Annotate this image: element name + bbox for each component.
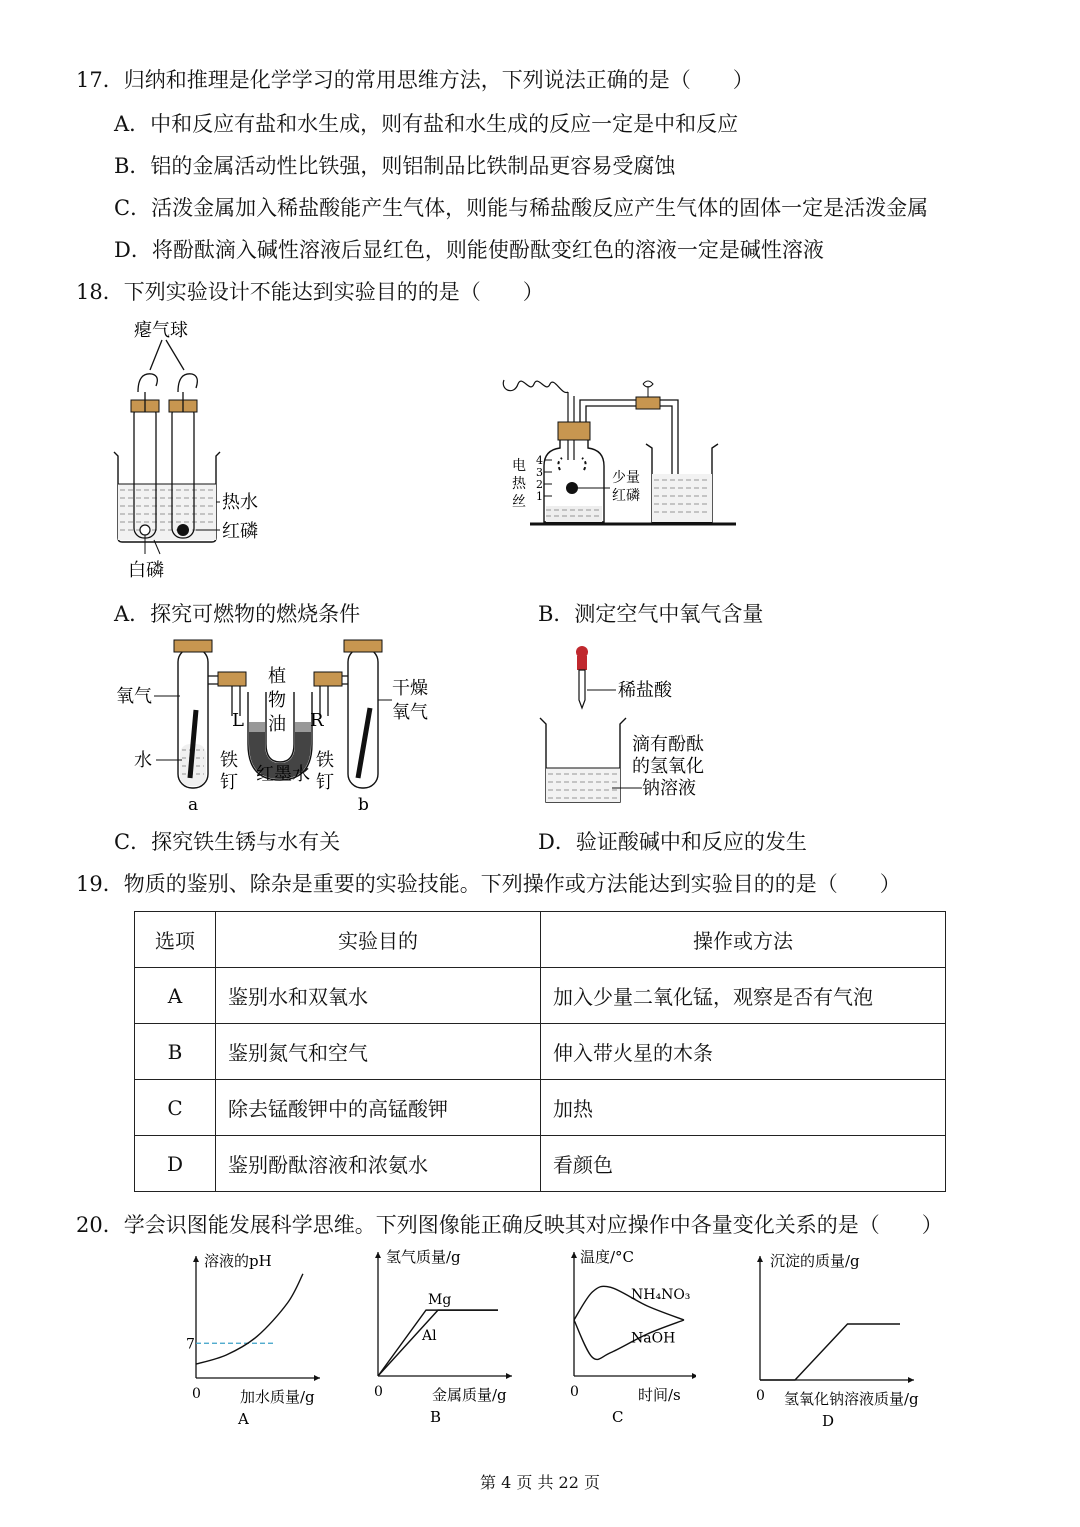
- q17-stem: 17．归纳和推理是化学学习的常用思维方法，下列说法正确的是（ ）: [76, 68, 754, 92]
- chart-a: [176, 1248, 336, 1434]
- q18-caption-a: A．探究可燃物的燃烧条件: [114, 602, 361, 626]
- q18-stem: 18．下列实验设计不能达到实验目的的是（ ）: [76, 280, 544, 304]
- header-purpose: 实验目的: [216, 912, 541, 968]
- y-axis-arrow: [193, 1256, 199, 1262]
- origin-label: 0: [374, 1384, 383, 1400]
- dry-oxygen-label-1: 干燥: [392, 678, 428, 699]
- table-row: [135, 1136, 946, 1192]
- x-axis-label: 时间/s: [638, 1386, 681, 1404]
- q18-figure-a: [100, 312, 300, 592]
- tube-b-label: b: [358, 795, 369, 815]
- iron-right-label-2: 钉: [316, 772, 334, 793]
- row-d-option: D: [135, 1136, 216, 1192]
- header-method: 操作或方法: [541, 912, 946, 968]
- row-c-option: C: [135, 1080, 216, 1136]
- x-axis-arrow: [692, 1373, 696, 1379]
- acid-label: 稀盐酸: [618, 680, 672, 701]
- q20-stem: 20．学会识图能发展科学思维。下列图像能正确反映其对应操作中各量变化关系的是（ ）: [76, 1213, 943, 1237]
- q17-option-d: D．将酚酞滴入碱性溶液后显红色，则能使酚酞变红色的溶液一定是碱性溶液: [114, 238, 824, 262]
- iron-right-label-1: 铁: [316, 750, 334, 771]
- y-axis-arrow: [757, 1256, 763, 1262]
- x-axis-label: 金属质量/g: [432, 1386, 507, 1404]
- small-red-p-label-1: 少量: [612, 470, 640, 486]
- scale-3: 3: [536, 466, 543, 479]
- solution-label-2: 的氢氧化: [632, 756, 704, 777]
- x-axis-arrow: [908, 1377, 914, 1383]
- wire-label-2: 热: [512, 476, 526, 492]
- oxygen-label: 氧气: [116, 686, 152, 707]
- scale-2: 2: [536, 478, 543, 491]
- row-c-purpose: 除去锰酸钾中的高锰酸钾: [216, 1080, 541, 1136]
- row-b-method: 伸入带火星的木条: [541, 1024, 946, 1080]
- series-label-Al: Al: [422, 1327, 437, 1344]
- row-d-method: 看颜色: [541, 1136, 946, 1192]
- table-row: [135, 968, 946, 1024]
- scale-4: 4: [536, 454, 543, 467]
- chart-c: [556, 1248, 696, 1434]
- q19-table: [134, 911, 946, 1192]
- oil-label-3: 油: [268, 714, 286, 735]
- series-line-沉淀: [760, 1324, 900, 1380]
- red-ink-label: 红墨水: [256, 764, 310, 785]
- red-phosphorus-label: 红磷: [222, 521, 258, 542]
- page-footer: 第 4 页 共 22 页: [480, 1473, 600, 1492]
- q18-figure-b: [500, 370, 740, 540]
- q18-caption-c: C．探究铁生锈与水有关: [114, 830, 341, 854]
- series-line-pH: [196, 1274, 303, 1364]
- chart-d: [742, 1248, 942, 1434]
- q18-caption-d: D．验证酸碱中和反应的发生: [538, 830, 807, 854]
- water-label: 水: [134, 750, 152, 771]
- iron-left-label-2: 钉: [220, 772, 238, 793]
- tube-a-label: a: [188, 795, 199, 815]
- scale-1: 1: [536, 490, 543, 503]
- q18-figure-d: [530, 640, 750, 810]
- origin-label: 0: [192, 1386, 201, 1402]
- chart-caption: C: [612, 1408, 624, 1426]
- wire-label-3: 丝: [512, 494, 526, 510]
- x-axis-arrow: [506, 1373, 512, 1379]
- balloon-label: 瘪气球: [134, 320, 188, 341]
- series-label-NaOH: NaOH: [631, 1330, 676, 1347]
- chart-caption: D: [822, 1412, 835, 1430]
- R-label: R: [310, 710, 324, 731]
- row-c-method: 加热: [541, 1080, 946, 1136]
- series-label-NH4NO3: NH₄NO₃: [631, 1287, 691, 1303]
- series-label-Mg: Mg: [428, 1292, 452, 1309]
- origin-label: 0: [570, 1384, 579, 1400]
- hot-water-label: 热水: [222, 492, 258, 513]
- q17-option-a: A．中和反应有盐和水生成，则有盐和水生成的反应一定是中和反应: [114, 112, 739, 136]
- series-line-Al: [378, 1310, 498, 1376]
- y-axis-arrow: [571, 1252, 577, 1258]
- chart-caption: A: [238, 1410, 249, 1428]
- origin-label: 0: [756, 1388, 765, 1404]
- row-a-method: 加入少量二氧化锰，观察是否有气泡: [541, 968, 946, 1024]
- L-label: L: [232, 710, 244, 731]
- y-axis-label: 氢气质量/g: [386, 1248, 461, 1266]
- oil-label-1: 植: [268, 666, 286, 687]
- chart-caption: B: [430, 1408, 442, 1426]
- q17-option-b: B．铝的金属活动性比铁强，则铝制品比铁制品更容易受腐蚀: [114, 154, 676, 178]
- y-axis-label: 温度/°C: [580, 1248, 635, 1266]
- y-axis-label: 沉淀的质量/g: [770, 1252, 860, 1270]
- reference-label: 7: [186, 1336, 195, 1353]
- row-d-purpose: 鉴别酚酞溶液和浓氨水: [216, 1136, 541, 1192]
- q17-option-c: C．活泼金属加入稀盐酸能产生气体，则能与稀盐酸反应产生气体的固体一定是活泼金属: [114, 196, 929, 220]
- y-axis-label: 溶液的pH: [204, 1252, 272, 1270]
- y-axis-arrow: [375, 1252, 381, 1258]
- series-line-Mg: [378, 1310, 498, 1376]
- chart-b: [362, 1248, 532, 1434]
- row-a-option: A: [135, 968, 216, 1024]
- wire-label-1: 电: [512, 458, 526, 474]
- row-b-option: B: [135, 1024, 216, 1080]
- white-phosphorus-label: 白磷: [128, 560, 164, 581]
- iron-left-label-1: 铁: [220, 750, 238, 771]
- x-axis-arrow: [314, 1375, 320, 1381]
- table-header-row: [135, 912, 946, 968]
- solution-label-3: 钠溶液: [642, 778, 696, 799]
- x-axis-label: 加水质量/g: [240, 1388, 315, 1406]
- q18-caption-b: B．测定空气中氧气含量: [538, 602, 764, 626]
- oil-label-2: 物: [268, 690, 286, 711]
- header-option: 选项: [135, 912, 216, 968]
- table-row: [135, 1080, 946, 1136]
- dry-oxygen-label-2: 氧气: [392, 702, 428, 723]
- x-axis-label: 氢氧化钠溶液质量/g: [784, 1390, 919, 1408]
- table-row: [135, 1024, 946, 1080]
- q19-stem: 19．物质的鉴别、除杂是重要的实验技能。下列操作或方法能达到实验目的的是（ ）: [76, 872, 901, 896]
- row-b-purpose: 鉴别氮气和空气: [216, 1024, 541, 1080]
- row-a-purpose: 鉴别水和双氧水: [216, 968, 541, 1024]
- solution-label-1: 滴有酚酞: [632, 734, 704, 755]
- red-phosphorus-dot: [177, 524, 189, 536]
- q18-figure-c: [108, 636, 448, 822]
- small-red-p-label-2: 红磷: [612, 488, 640, 504]
- white-phosphorus-dot: [140, 525, 150, 535]
